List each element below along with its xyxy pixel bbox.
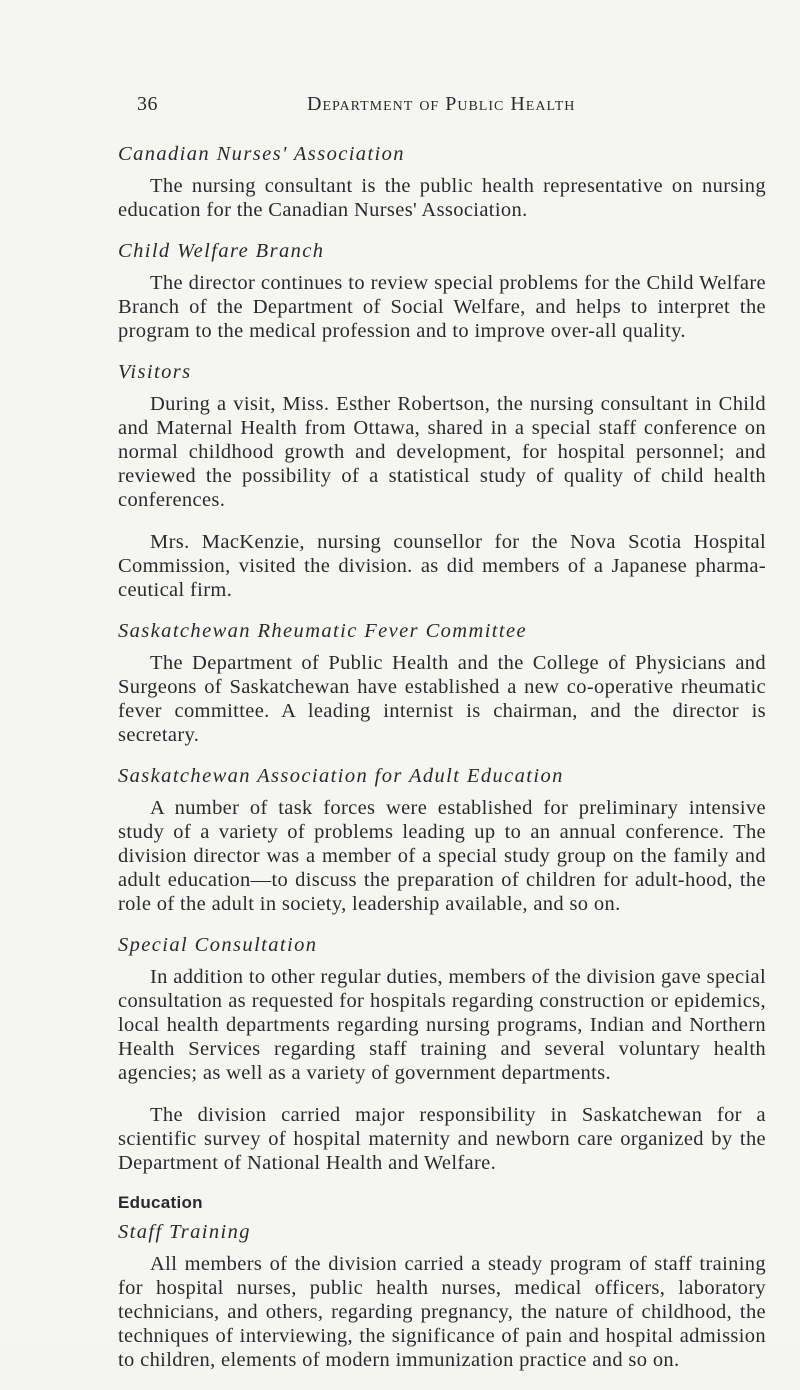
- section-special-consultation: [118, 934, 766, 1175]
- paragraph: In addition to other regular duties, members of the division gave special consultation as requested for hospitals regarding construction or epidemics, local health departments regarding nursing programs, Indian and Northern Health Services regarding staff training and several voluntary health agencies; as well as a variety of government departments.: [118, 966, 766, 1084]
- paragraph: Mrs. MacKenzie, nursing counsellor for the Nova Scotia Hospital Commission, visited the division. as did members of a Japanese pharma-ceutical firm.: [118, 531, 766, 601]
- paragraph: All members of the division carried a steady program of staff training for hospital nurses, public health nurses, medical officers, laboratory technicians, and others, regarding pregnancy, the nature of childhood, the techniques of interviewing, the significance of pain and hospital admission to children, elements of modern immunization practice and so on.: [118, 1253, 766, 1371]
- section-child-welfare-branch: [118, 240, 766, 343]
- section-heading: Saskatchewan Association for Adult Education: [118, 765, 564, 787]
- section-heading: Saskatchewan Rheumatic Fever Committee: [118, 620, 527, 642]
- section-heading: Special Consultation: [118, 934, 318, 956]
- paragraph: The Department of Public Health and the College of Physicians and Surgeons of Saskatchewan have established a new co-operative rheumatic fever committee. A leading internist is chairman, and the director is secretary.: [118, 652, 766, 746]
- paragraph: The division carried major responsibility in Saskatchewan for a scientific survey of hospital maternity and newborn care organized by the Department of National Health and Welfare.: [118, 1104, 766, 1174]
- section-education: [118, 1193, 766, 1372]
- page-number: 36: [137, 93, 158, 115]
- major-heading-education: Education: [118, 1193, 203, 1212]
- section-adult-education: [118, 765, 766, 916]
- section-rheumatic-fever-committee: [118, 620, 766, 747]
- section-canadian-nurses-association: [118, 143, 766, 222]
- section-heading: Visitors: [118, 361, 192, 383]
- section-heading: Canadian Nurses' Association: [118, 143, 405, 165]
- paragraph: A number of task forces were established for preliminary intensive study of a variety of problems leading up to an annual conference. The division director was a member of a special study group on the family and adult education—to discuss the preparation of children for adult-hood, the role of the adult in society, leadership available, and so on.: [118, 797, 766, 915]
- paragraph: During a visit, Miss. Esther Robertson, the nursing consultant in Child and Maternal Health from Ottawa, shared in a special staff conference on normal childhood growth and development, for hospital personnel; and reviewed the possibility of a statistical study of quality of child health conferences.: [118, 393, 766, 511]
- page-header: [137, 93, 777, 116]
- running-title: Department of Public Health: [307, 93, 576, 115]
- page-body: [118, 143, 766, 1390]
- section-heading: Child Welfare Branch: [118, 240, 325, 262]
- paragraph: The nursing consultant is the public health representative on nursing education for the Canadian Nurses' Association.: [118, 175, 766, 221]
- section-heading: Staff Training: [118, 1221, 251, 1243]
- section-visitors: [118, 361, 766, 602]
- paragraph: The director continues to review special problems for the Child Welfare Branch of the Department of Social Welfare, and helps to interpret the program to the medical profession and to improve over-all quality.: [118, 272, 766, 342]
